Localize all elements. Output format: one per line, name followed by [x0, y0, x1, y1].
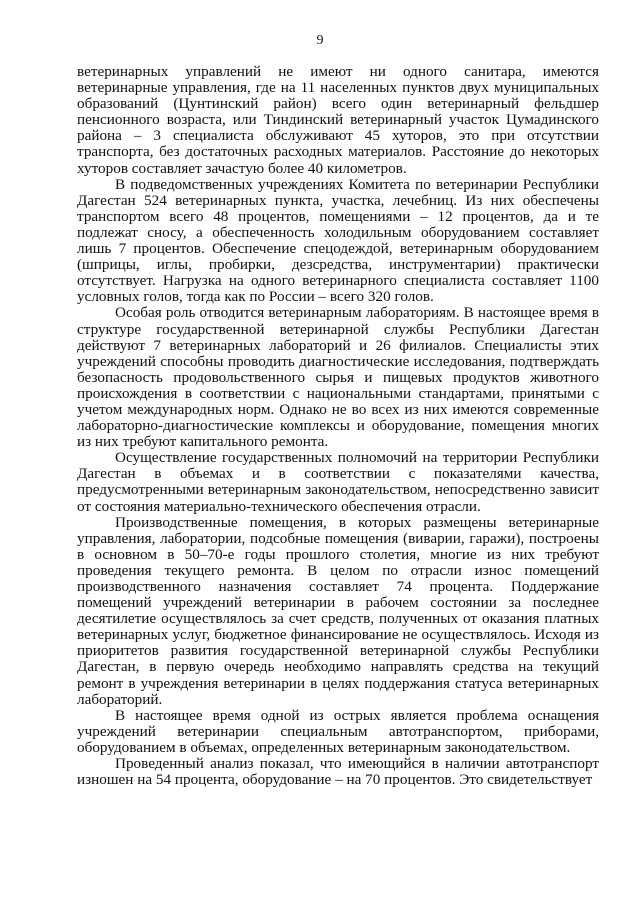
- paragraph: Производственные помещения, в которых размещены ветеринарные управления, лаборатории, подсобные помещения (виварии, гаражи), построены в основном в 50–70-е годы прошлого столетия, многие из них требуют проведения текущего ремонта. В целом по отрасли износ помещений производственного назначения составляет 74 процента. Поддержание помещений учреждений ветеринарии в рабочем состоянии за последнее десятилетие осуществлялось за счет средств, полученных от оказания платных ветеринарных услуг, бюджетное финансирование не осуществлялось. Исходя из приоритетов развития государственной ветеринарной службы Республики Дагестан, в первую очередь необходимо направлять средства на текущий ремонт в учреждения ветеринарии в целях поддержания статуса ветеринарных лабораторий.: [77, 513, 599, 708]
- paragraph: В подведомственных учреждениях Комитета по ветеринарии Республики Дагестан 524 ветеринарных пункта, участка, лечебниц. Из них обеспечены транспортом всего 48 процентов, помещениями – 12 процентов, да и те подлежат сносу, а обеспеченность холодильным оборудованием составляет лишь 7 процентов. Обеспечение спецодеждой, ветеринарным оборудованием (шприцы, иглы, пробирки, дезсредства, инструментарии) практически отсутствует. Нагрузка на одного ветеринарного специалиста составляет 1100 условных голов, тогда как по России – всего 320 голов.: [77, 175, 599, 306]
- paragraph: В настоящее время одной из острых является проблема оснащения учреждений ветеринарии специальным автотранспортом, приборами, оборудованием в объемах, определенных ветеринарным законодательством.: [77, 706, 599, 756]
- document-body: [77, 64, 599, 788]
- paragraph: Осуществление государственных полномочий на территории Республики Дагестан в объемах и в соответствии с показателями качества, предусмотренными ветеринарным законодательством, непосредственно зависит от состояния материально-технического обеспечения отрасли.: [77, 449, 599, 515]
- page-number: 9: [316, 33, 324, 48]
- paragraph-continued: ветеринарных управлений не имеют ни одного санитара, имеются ветеринарные управления, где на 11 населенных пунктов двух муниципальных образований (Цунтинский район) всего один ветеринарный фельдшер пенсионного возраста, или Тиндинский ветеринарный участок Цумадинского района – 3 специалиста обслуживают 45 хуторов, это при отсутствии транспорта, без достаточных расходных материалов. Расстояние до некоторых хуторов составляет зачастую более 40 километров.: [77, 63, 599, 177]
- paragraph: Проведенный анализ показал, что имеющийся в наличии автотранспорт изношен на 54 процента, оборудование – на 70 процентов. Это свидетельствует: [77, 755, 599, 789]
- paragraph: Особая роль отводится ветеринарным лабораториям. В настоящее время в структуре государственной ветеринарной службы Республики Дагестан действуют 7 ветеринарных лабораторий и 26 филиалов. Специалисты этих учреждений способны проводить диагностические исследования, подтверждать безопасность продовольственного сырья и пищевых продуктов животного происхождения в соответствии с национальными стандартами, принятыми с учетом международных норм. Однако не во всех из них имеются современные лабораторно-диагностические комплексы и оборудование, помещения многих из них требуют капитального ремонта.: [77, 304, 599, 451]
